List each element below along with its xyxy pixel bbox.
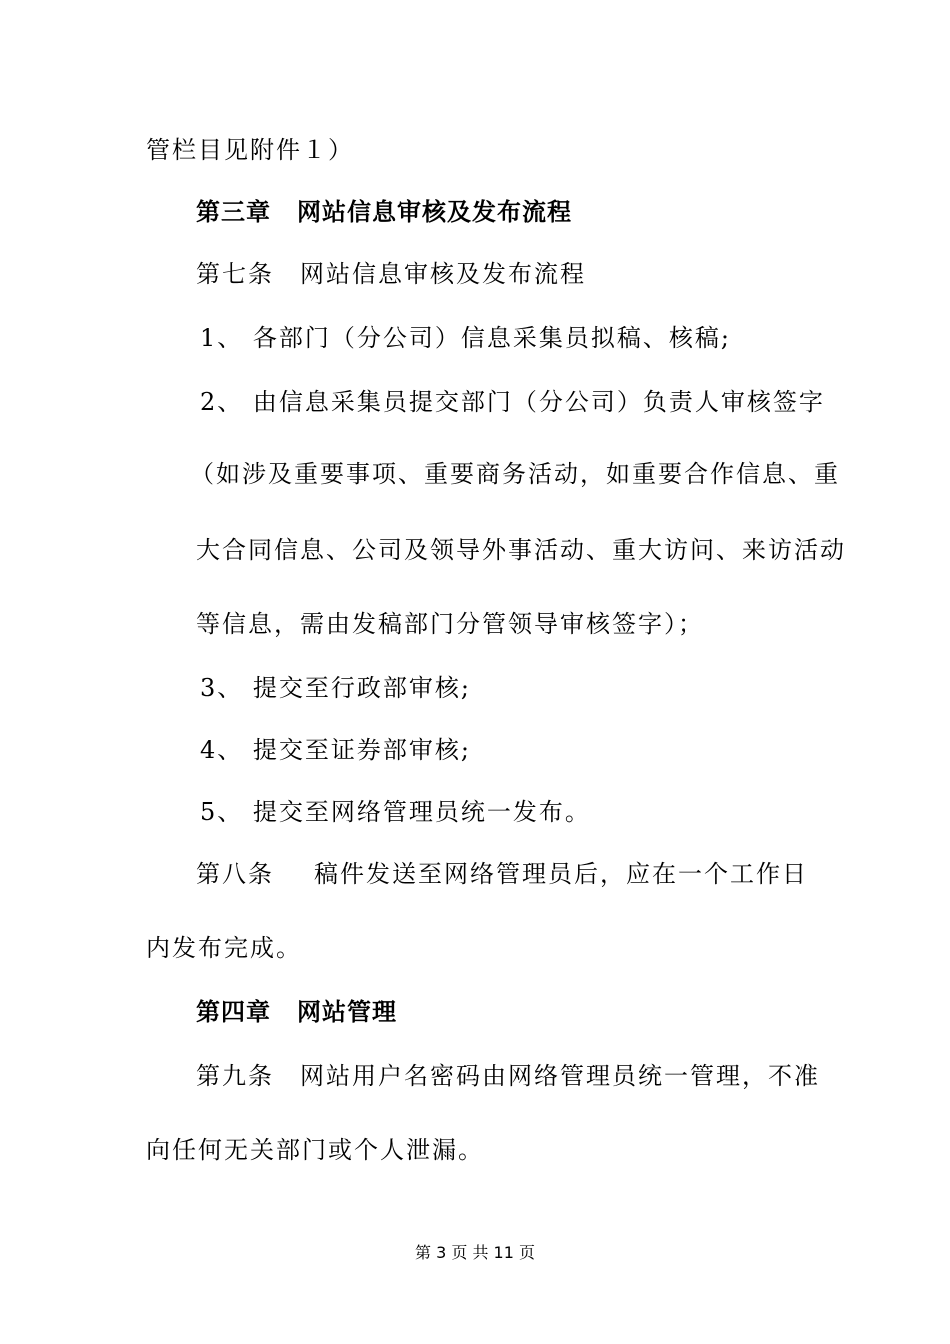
article-8-number: 第八条 — [196, 860, 274, 888]
chapter-3-title: 网站信息审核及发布流程 — [297, 198, 572, 226]
article-7-heading — [196, 258, 586, 290]
article-7-number: 第七条 — [196, 260, 274, 288]
page-number-footer: 第 3 页 共 11 页 — [415, 1243, 535, 1262]
article-8-line-2: 内发布完成。 — [146, 934, 302, 962]
article-8-line-1 — [196, 858, 808, 890]
chapter-4-title: 网站管理 — [297, 998, 397, 1026]
chapter-4-number: 第四章 — [196, 998, 271, 1026]
article-9-number: 第九条 — [196, 1062, 274, 1090]
article-9-text: 网站用户名密码由网络管理员统一管理，不准 — [300, 1062, 820, 1090]
step-3: 3、 提交至行政部审核; — [200, 674, 471, 702]
step-2-line-2: （如涉及重要事项、重要商务活动，如重要合作信息、重 — [190, 460, 840, 488]
article-9-line-1 — [196, 1060, 820, 1092]
article-9-line-2: 向任何无关部门或个人泄漏。 — [146, 1136, 484, 1164]
step-1: 1、 各部门（分公司）信息采集员拟稿、核稿; — [200, 324, 731, 352]
chapter-3-number: 第三章 — [196, 198, 271, 226]
step-4: 4、 提交至证券部审核; — [200, 736, 471, 764]
chapter-3-heading — [196, 196, 572, 228]
chapter-4-heading — [196, 996, 397, 1028]
step-2-line-4: 等信息，需由发稿部门分管领导审核签字）； — [196, 610, 704, 638]
step-5: 5、 提交至网络管理员统一发布。 — [200, 798, 591, 826]
step-2-line-1: 2、 由信息采集员提交部门（分公司）负责人审核签字 — [200, 388, 825, 416]
article-7-title: 网站信息审核及发布流程 — [300, 260, 586, 288]
paragraph-line: 管栏目见附件１） — [146, 136, 354, 164]
step-2-line-3: 大合同信息、公司及领导外事活动、重大访问、来访活动 — [196, 536, 846, 564]
article-8-text: 稿件发送至网络管理员后，应在一个工作日 — [314, 860, 808, 888]
